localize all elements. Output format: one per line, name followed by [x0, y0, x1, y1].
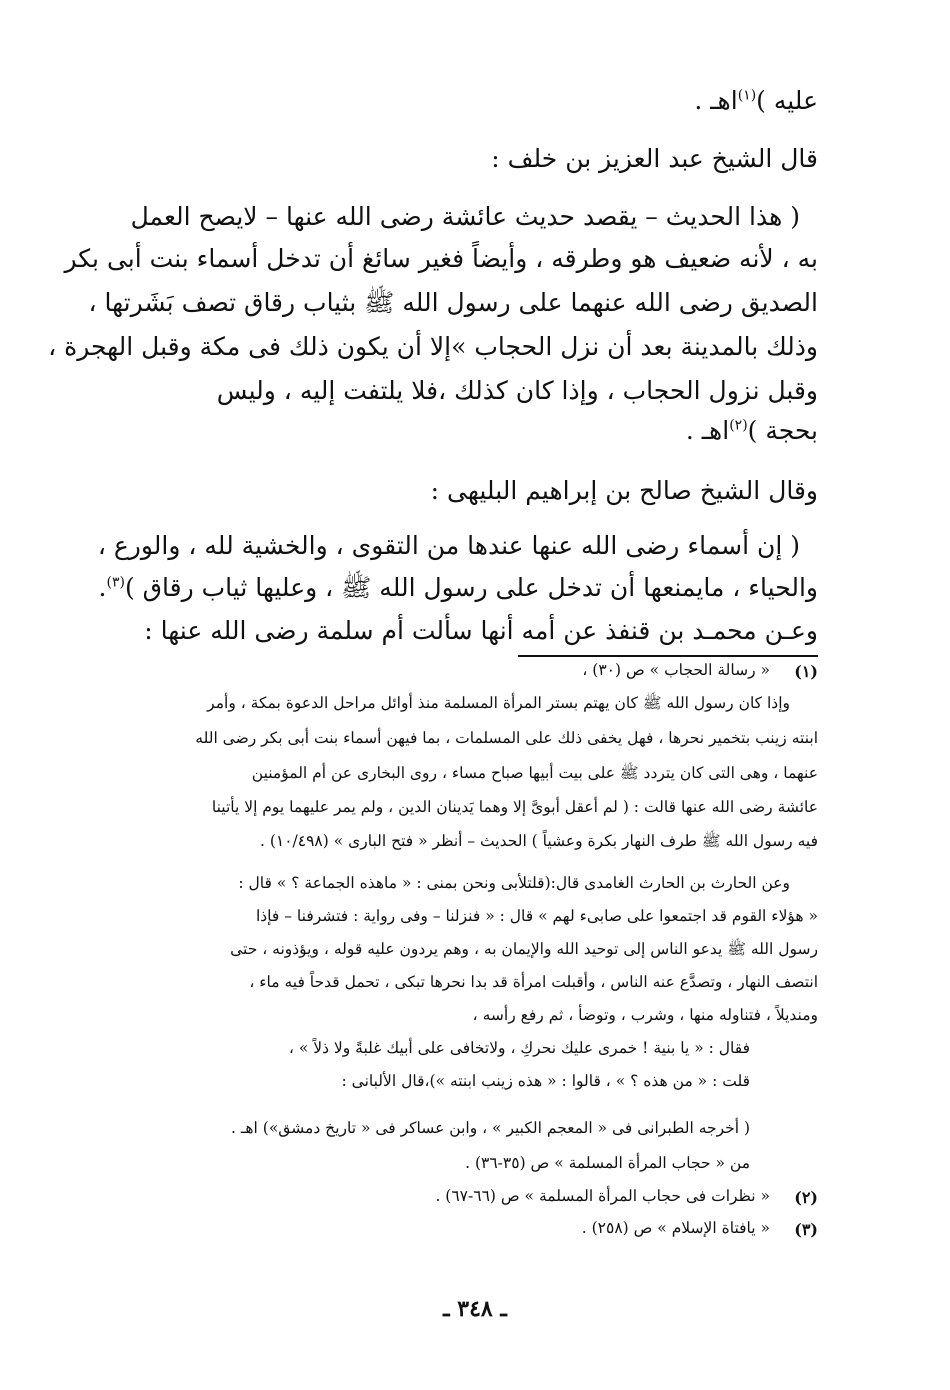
footnote-separator	[518, 655, 818, 657]
main-line-6: وذلك بالمدينة بعد أن نزل الحجاب »إلا أن يكون ذلك فى مكة وقبل الهجرة ،	[48, 332, 818, 361]
main-line-3: ( هذا الحديث – يقصد حديث عائشة رضى الله عنها – لايصح العمل	[130, 202, 800, 231]
main-line-7: وقبل نزول الحجاب ، وإذا كان كذلك ،فلا يلتفت إليه ، وليس	[216, 376, 818, 405]
footnote-1-line: عائشة رضى الله عنها قالت : ( لم أعقل أبوىَّ إلا وهما يَدينان الدين ، ولم يمر عليهما يوم إلا يأتينا	[211, 798, 818, 816]
footnote-2-text: « نظرات فى حجاب المرأة المسلمة » ص (٦٦-٦٧) .	[435, 1187, 770, 1205]
main-line-8: بحجة )$^{(٢)}$اهـ .	[685, 416, 818, 445]
footnote-1-line: عنهما ، وهى التى كان يتردد ﷺ على بيت أبيها صباح مساء ، روى البخارى عن أم المؤمنين	[251, 764, 818, 782]
footnote-ref-1: (١)	[737, 87, 757, 104]
main-line-2: قال الشيخ عبد العزيز بن خلف :	[491, 144, 818, 173]
footnote-1-line: ومنديلاً ، فتناوله منها ، وشرب ، وتوضأ ، ثم رفع رأسه ،	[472, 1006, 818, 1024]
footnote-1-quote: فقال : « يا بنية ! خمرى عليك نحركِ ، ولاتخافى على أبيك غلبةً ولا ذلاً » ،	[288, 1039, 750, 1057]
footnote-3-number: (٣)	[794, 1220, 818, 1239]
footnote-1-quote: قلت : « من هذه ؟ » ، قالوا : « هذه زينب ابنته »)،قال الألبانى :	[341, 1072, 750, 1090]
footnote-1-citation: ( أخرجه الطبرانى فى « المعجم الكبير » ، وابن عساكر فى « تاريخ دمشق») اهـ .	[230, 1119, 750, 1137]
main-line-5: الصديق رضى الله عنهما على رسول الله ﷺ بثياب رقاق تصف بَشَرتها ،	[88, 288, 818, 317]
footnote-1-citation: من « حجاب المرأة المسلمة » ص (٣٥-٣٦) .	[465, 1154, 750, 1172]
main-line-11: والحياء ، مايمنعها أن تدخل على رسول الله ﷺ ، وعليها ثياب رقاق )$^{(٣)}$.	[98, 573, 818, 602]
main-line-1: عليه )$^{(١)}$اهـ .	[694, 86, 818, 115]
main-line-10: ( إن أسماء رضى الله عنها عندها من التقوى ، والخشية لله ، والورع ،	[97, 531, 800, 560]
main-line-9: وقال الشيخ صالح بن إبراهيم البليهى :	[430, 476, 818, 505]
footnote-2-number: (٢)	[794, 1188, 818, 1207]
footnote-1-number: (١)	[794, 662, 818, 681]
footnote-1-line: ابنته زينب بتخمير نحرها ، فهل يخفى ذلك على المسلمات ، بما فيهن أسماء بنت أبى بكر رضى الله	[195, 729, 818, 747]
footnote-1-line: فيه رسول الله ﷺ طرف النهار بكرة وعشياً ) الحديث – أنظر « فتح البارى » (١٠/٤٩٨) .	[260, 832, 818, 850]
main-line-12: وعـن محمـد بن قنفذ عن أمه أنها سألت أم سلمة رضى الله عنها :	[144, 616, 818, 645]
footnote-1-line: انتصف النهار ، وتصدَّع عنه الناس ، وأقبلت امرأة قد بدا نحرها تبكى ، تحمل قدحاً فيه ماء ،	[249, 973, 818, 991]
footnote-1-line: وعن الحارث بن الحارث الغامدى قال:(قلتلأبى ونحن بمنى : « ماهذه الجماعة ؟ » قال :	[238, 874, 790, 892]
main-line-4: به ، لأنه ضعيف هو وطرقه ، وأيضاً فغير سائغ أن تدخل أسماء بنت أبى بكر	[64, 244, 818, 273]
footnote-1-line: وإذا كان رسول الله ﷺ كان يهتم بستر المرأة المسلمة منذ أوائل مراحل الدعوة بمكة ، وأمر	[207, 694, 790, 712]
footnote-1-source: « رسالة الحجاب » ص (٣٠) ،	[582, 661, 770, 679]
footnote-ref-3: (٣)	[106, 574, 125, 591]
footnote-1-line: رسول الله ﷺ يدعو الناس إلى توحيد الله والإيمان به ، وهم يردون عليه قوله ، ويؤذونه ، حتى	[230, 940, 818, 958]
footnote-3-text: « يافتاة الإسلام » ص (٢٥٨) .	[581, 1219, 770, 1237]
footnote-ref-2: (٢)	[729, 417, 748, 434]
footnote-1-line: « هؤلاء القوم قد اجتمعوا على صابىء لهم » قال : « فنزلنا – وفى رواية : فتشرفنا – فإذا	[255, 907, 818, 925]
page-number: ـ ٣٤٨ ـ	[443, 1296, 507, 1322]
